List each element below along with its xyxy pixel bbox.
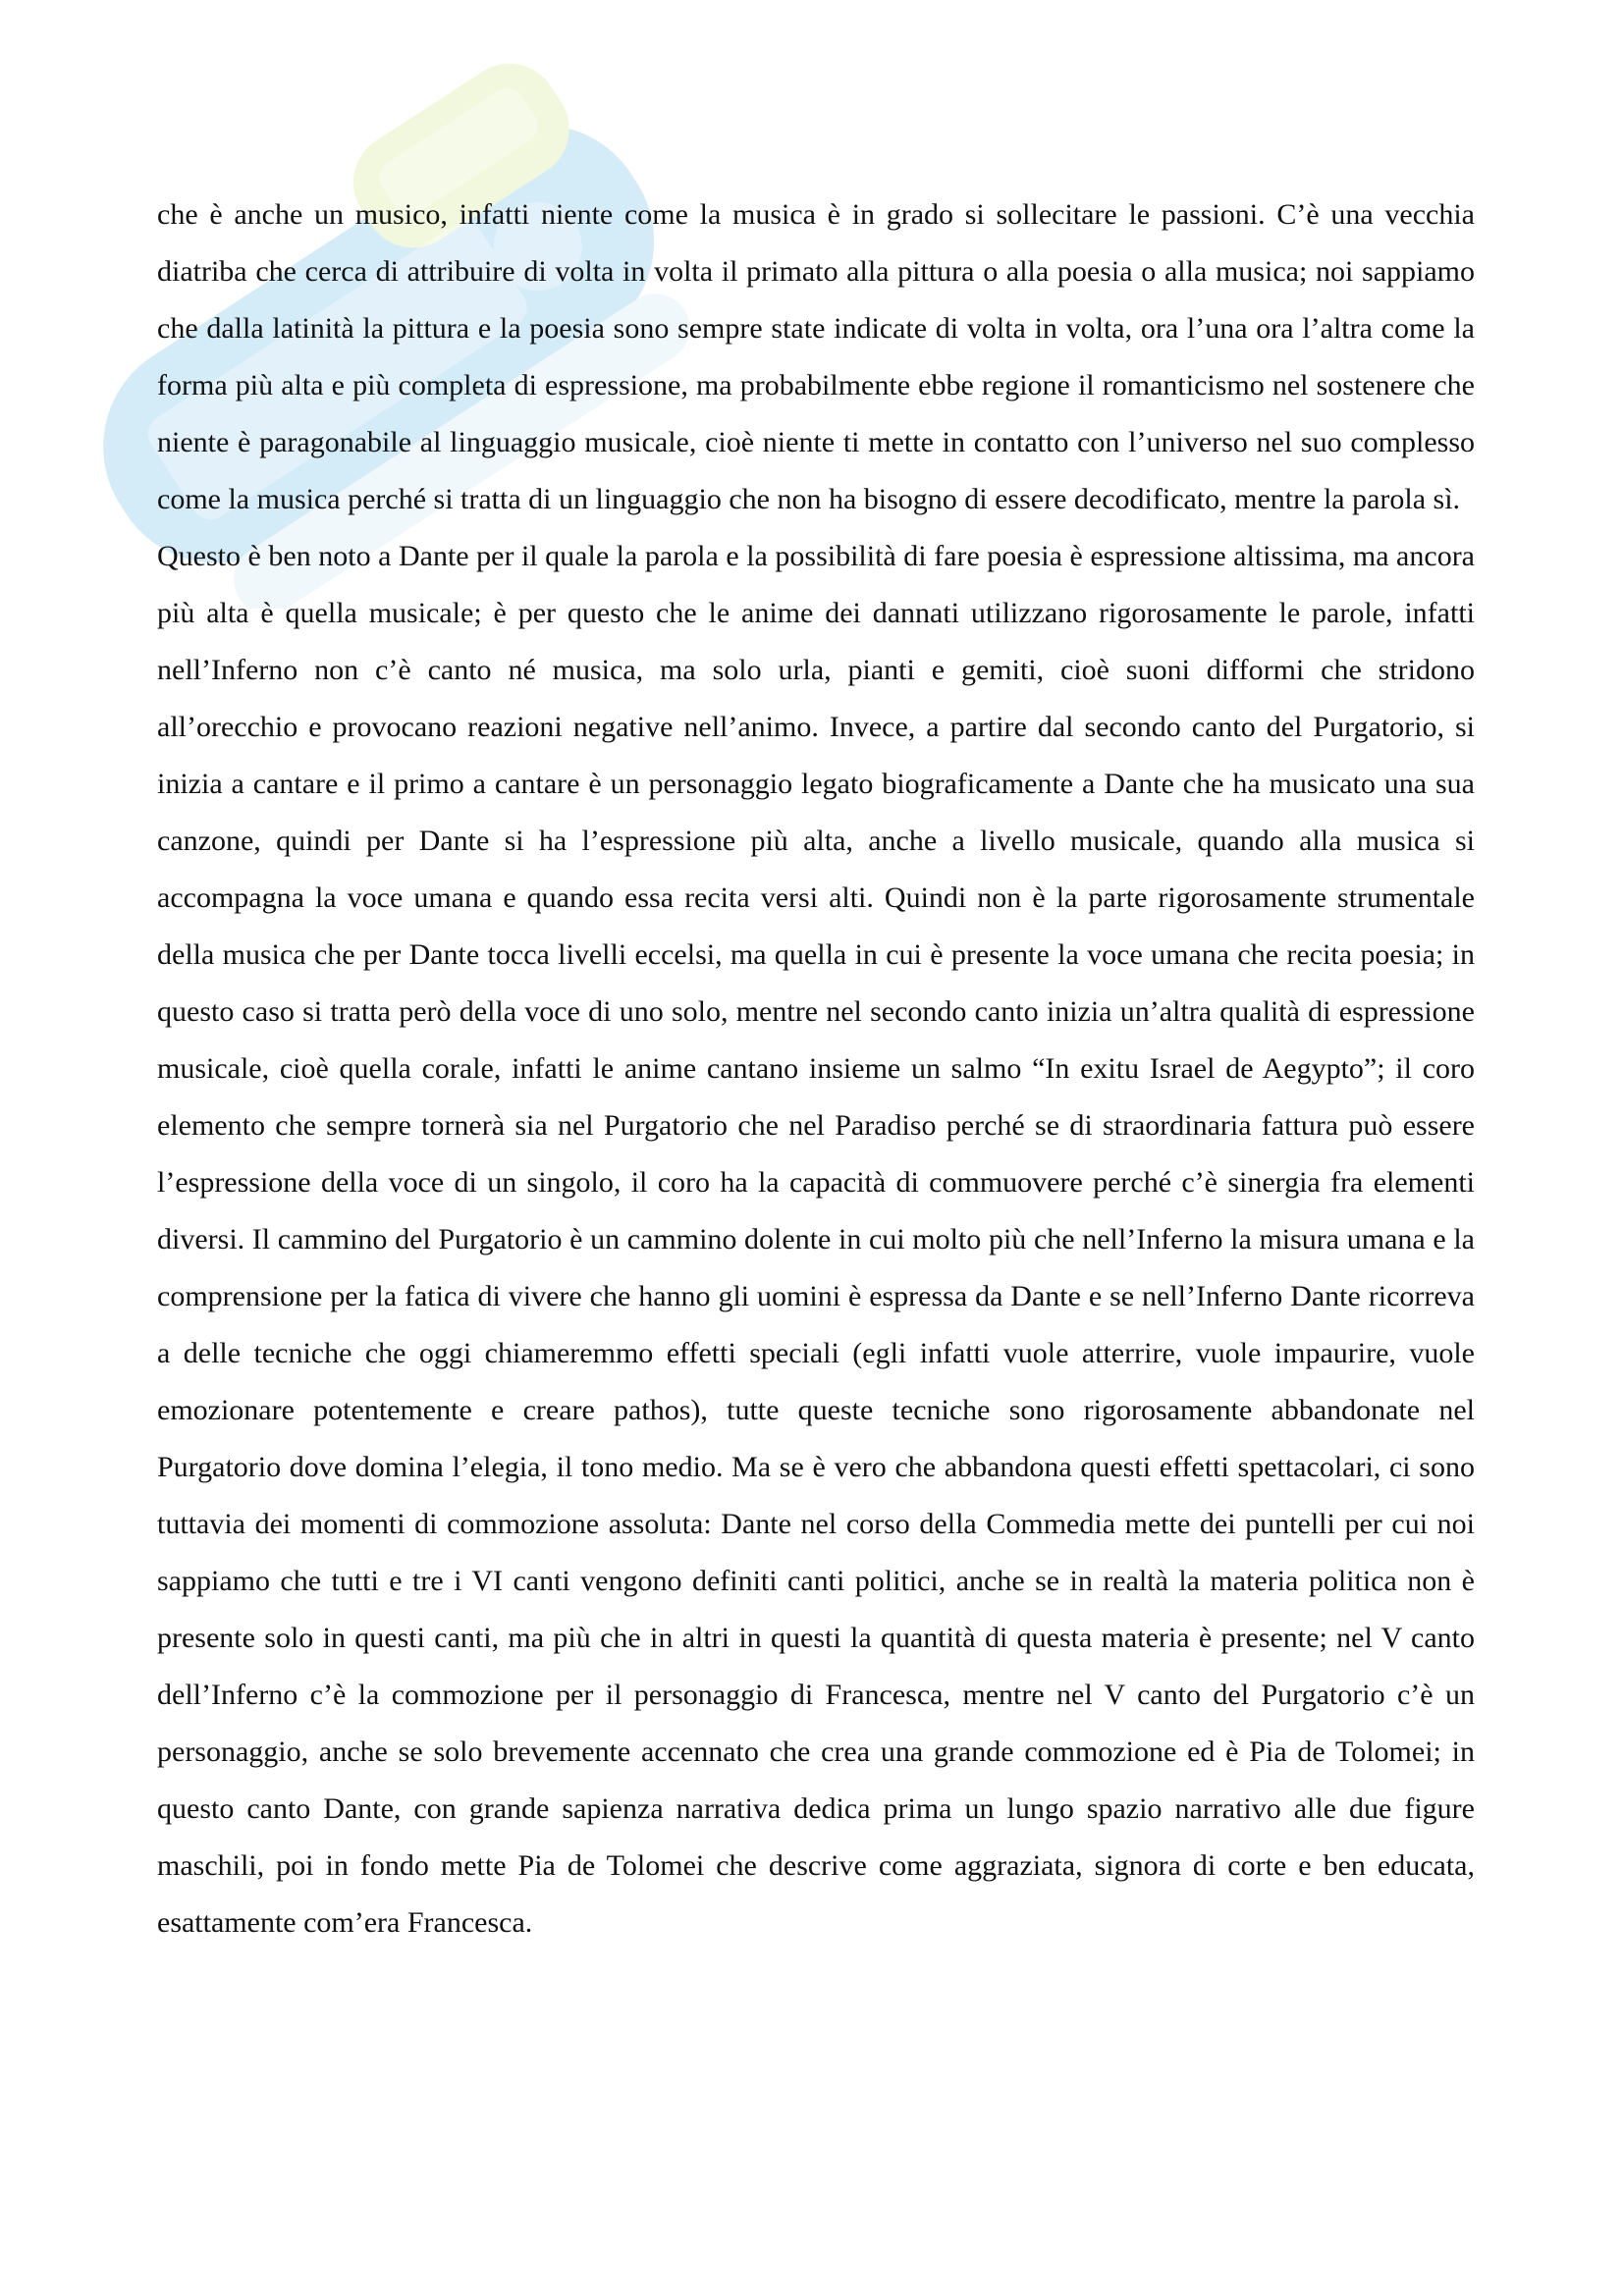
paragraph-1: che è anche un musico, infatti niente come la musica è in grado si sollecitare le passioni. C’è una vecchia diatriba che cerca di attribuire di volta in volta il primato alla pittura o alla poesia o alla musica; noi sappiamo che dalla latinità la pittura e la poesia sono sempre state indicate di volta in volta, ora l’una ora l’altra come la forma più alta e più completa di espressione, ma probabilmente ebbe regione il romanticismo nel sostenere che niente è paragonabile al linguaggio musicale, cioè niente ti mette in contatto con l’universo nel suo complesso come la musica perché si tratta di un linguaggio che non ha bisogno di essere decodificato, mentre la parola sì. [157,198,1475,515]
paragraph-2: Questo è ben noto a Dante per il quale la parola e la possibilità di fare poesia è espressione altissima, ma ancora più alta è quella musicale; è per questo che le anime dei dannati utilizzano rigorosamente le parole, infatti nell’Inferno non c’è canto né musica, ma solo urla, pianti e gemiti, cioè suoni difformi che stridono all’orecchio e provocano reazioni negative nell’animo. Invece, a partire dal secondo canto del Purgatorio, si inizia a cantare e il primo a cantare è un personaggio legato biograficamente a Dante che ha musicato una sua canzone, quindi per Dante si ha l’espressione più alta, anche a livello musicale, quando alla musica si accompagna la voce umana e quando essa recita versi alti. Quindi non è la parte rigorosamente strumentale della musica che per Dante tocca livelli eccelsi, ma quella in cui è presente la voce umana che recita poesia; in questo caso si tratta però della voce di uno solo, mentre nel secondo canto inizia un’altra qualità di espressione musicale, cioè quella corale, infatti le anime cantano insieme un salmo “In exitu Israel de Aegypto”; il coro elemento che sempre tornerà sia nel Purgatorio che nel Paradiso perché se di straordinaria fattura può essere l’espressione della voce di un singolo, il coro ha la capacità di commuovere perché c’è sinergia fra elementi diversi. Il cammino del Purgatorio è un cammino dolente in cui molto più che nell’Inferno la misura umana e la comprensione per la fatica di vivere che hanno gli uomini è espressa da Dante e se nell’Inferno Dante ricorreva a delle tecniche che oggi chiameremmo effetti speciali (egli infatti vuole atterrire, vuole impaurire, vuole emozionare potentemente e creare pathos), tutte queste tecniche sono rigorosamente abbandonate nel Purgatorio dove domina l’elegia, il tono medio. Ma se è vero che abbandona questi effetti spettacolari, ci sono tuttavia dei momenti di commozione assoluta: Dante nel corso della Commedia mette dei puntelli per cui noi sappiamo che tutti e tre i VI canti vengono definiti canti politici, anche se in realtà la materia politica non è presente solo in questi canti, ma più che in altri in questi la quantità di questa materia è presente; nel V canto dell’Inferno c’è la commozione per il personaggio di Francesca, mentre nel V canto del Purgatorio c’è un personaggio, anche se solo brevemente accennato che crea una grande commozione ed è Pia de Tolomei; in questo canto Dante, con grande sapienza narrativa dedica prima un lungo spazio narrativo alle due figure maschili, poi in fondo mette Pia de Tolomei che descrive come aggraziata, signora di corte e ben educata, esattamente com’era Francesca. [157,540,1475,1939]
document-body [157,187,1475,1951]
